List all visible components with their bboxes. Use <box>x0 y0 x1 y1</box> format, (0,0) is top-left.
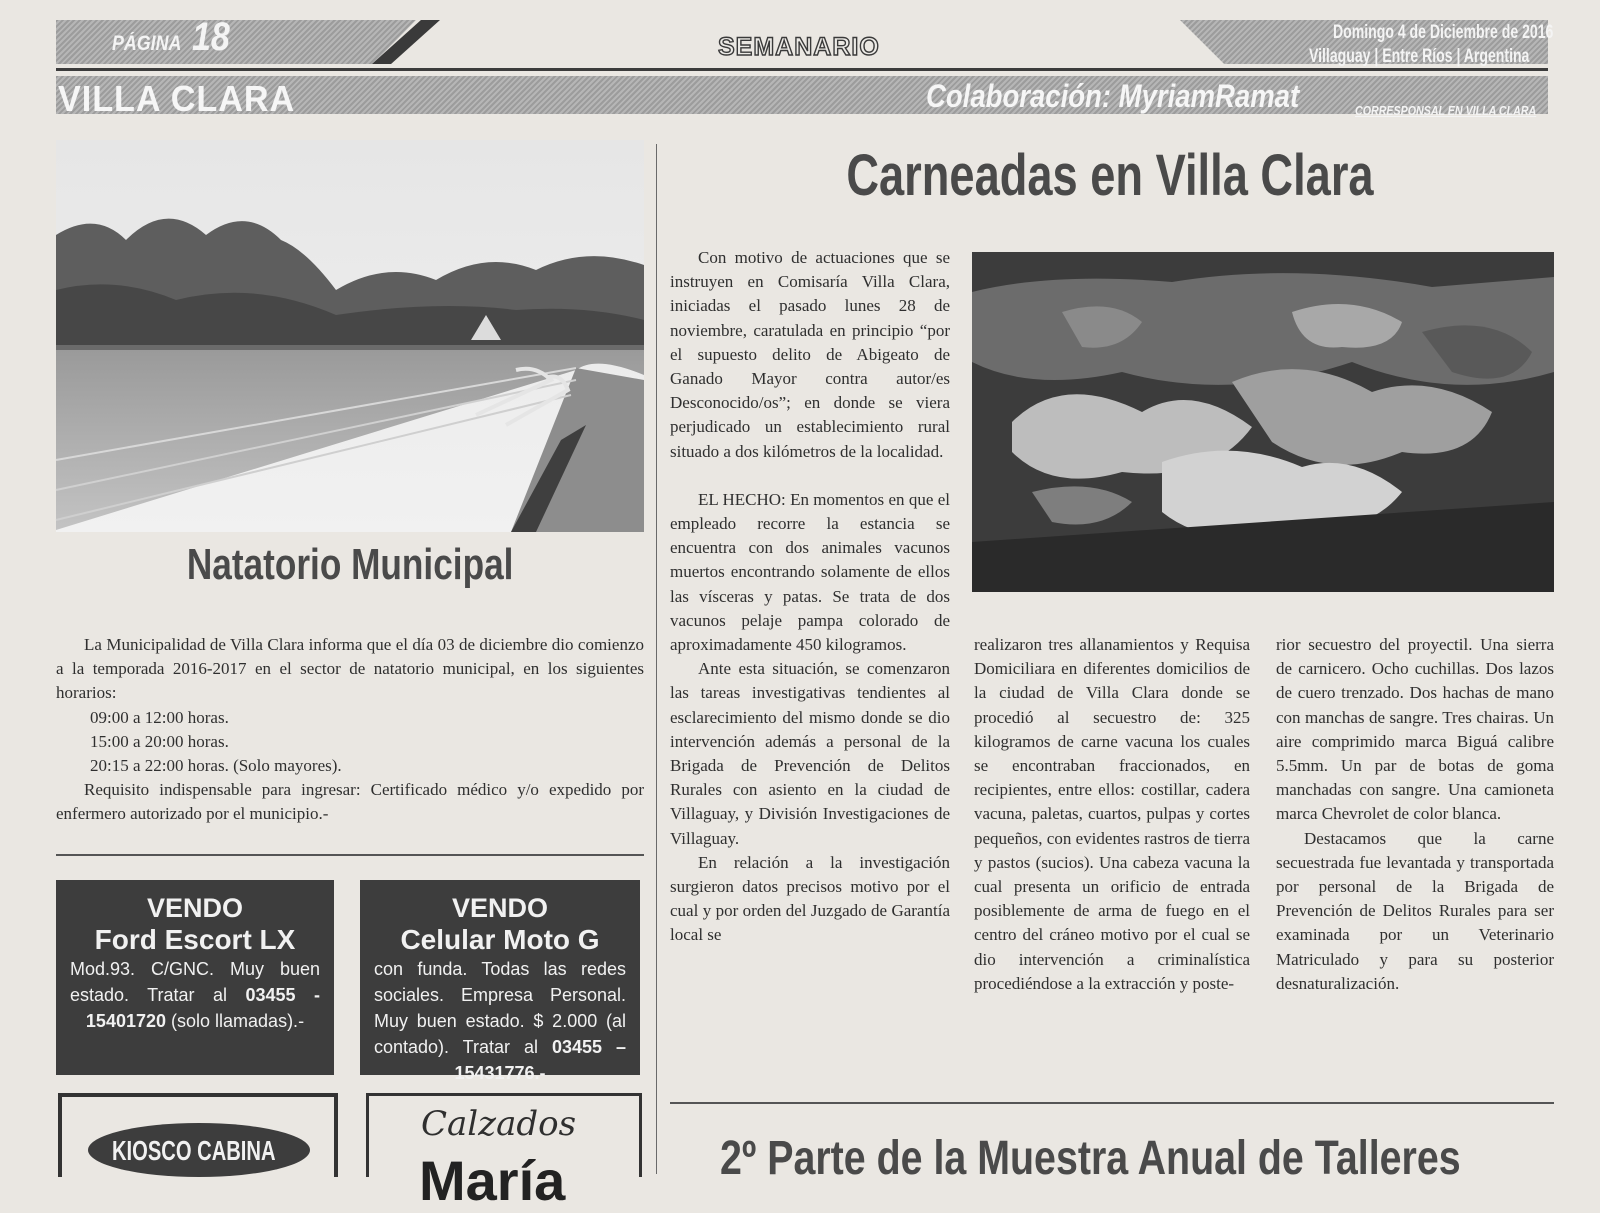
natatorio-title: Natatorio Municipal <box>186 540 514 589</box>
col1-intro: Con motivo de actuaciones que se instruyen en Comisaría Villa Clara, iniciadas el pasado lunes 28 de noviembre, caratulada en principio “por el supuesto delito de Abigeato de Ganado Mayor contra autor/es Desconocido/os”; en donde se viera perjudicado un establecimiento rural situado a dos kilómetros de la localidad. <box>670 248 950 461</box>
calzados-script: Calzados <box>421 1104 577 1144</box>
page-number: 18 <box>192 15 230 59</box>
col1-hecho: EL HECHO: En momentos en que el empleado recorre la estancia se encuentra con dos animales vacunos muertos encontrando solamente de ellos las vísceras y patas. Se trata de dos vacunos pelaje pampa colorado de aproximadamente 450 kilogramos. <box>670 489 950 655</box>
col3-seized: rior secuestro del proyectil. Una sierra de carnicero. Ocho cuchillas. Dos lazos de cuero trenzado. Dos hachas de mano con manchas de sangre. Tres chairas. Un aire comprimido marca Biguá calibre 5.5mm. Un par de botas de goma manchadas con sangre. Una camioneta marca Chevrolet de color blanca. <box>1276 635 1554 824</box>
kiosco-label: KIOSCO CABINA <box>112 1135 276 1166</box>
ad-moto-vendo: VENDO <box>451 893 549 923</box>
natatorio-paragraph: La Municipalidad de Villa Clara informa que el día 03 de diciembre dio comienzo a la temporada 2016-2017 en el sector de natatorio municipal, en los siguientes horarios: <box>56 635 644 703</box>
ad-ford-vendo: VENDO <box>146 893 244 923</box>
ad-moto-body: con funda. Todas las redes sociales. Empresa Personal. Muy buen estado. $ 2.000 (al contado). Tratar al 03455 – 15431776.- <box>374 959 626 1083</box>
ad-calzados <box>366 1093 642 1212</box>
carneadas-col2 <box>974 633 1250 996</box>
ad-ford-title: Ford Escort LX <box>94 924 296 955</box>
section-title: VILLA CLARA <box>58 78 296 119</box>
carneadas-col3 <box>1276 633 1554 996</box>
correspondent-credit: CORRESPONSAL EN VILLA CLARA <box>1355 103 1537 118</box>
page-label: PÁGINA <box>112 32 182 55</box>
bottom-headline: 2º Parte de la Muestra Anual de Talleres <box>720 1132 1461 1185</box>
ad-moto-g <box>360 880 640 1083</box>
col2-text: realizaron tres allanamientos y Requisa Domiciliara en diferentes domicilios de la ciudad de Villa Clara donde se procedió al secuestro de: 325 kilogramos de carne vacuna los cuales se encontraban fraccionados, en recipientes, entre ellos: costillar, cadera vacuna, paletas, cuartos, pulpas y cortes pequeños, con evidentes rastros de tierra y pastos (sucios). Una cabeza vacuna la cual presenta un orificio de entrada posiblemente de arma de fuego en el centro del cráneo motivo por el cual se dio intervención a criminalística procediéndose a la extracción y poste- <box>974 635 1250 993</box>
col3-closing: Destacamos que la carne secuestrada fue levantada y transportada por personal de la Brigada de Prevención de Delitos Rurales para ser examinada por un Veterinario Matriculado y para su posterior desnaturalización. <box>1276 828 1554 993</box>
ad-ford-body: Mod.93. C/GNC. Muy buen estado. Tratar al 03455 - 15401720 (solo llamadas).- <box>70 959 320 1031</box>
ad-moto-phone: 03455 – 15431776.- <box>454 1037 626 1083</box>
column-divider <box>656 144 657 1174</box>
natatorio-body <box>56 633 644 827</box>
meat-photo <box>972 252 1554 592</box>
collab-credit: Colaboración: MyriamRamat <box>926 78 1300 114</box>
header-left-band <box>56 20 416 64</box>
hecho-label: EL HECHO: <box>698 489 786 509</box>
col1-investigation: Ante esta situación, se comenzaron las tareas investigativas tendientes al esclarecimiento del mismo donde se dio intervención además a personal de la Brigada de Prevención de Delitos Rurales con asiento en la ciudad de Villaguay, y División Investigaciones de Villaguay. <box>670 659 950 848</box>
carneadas-col1 <box>670 246 950 948</box>
pool-photo <box>56 140 644 532</box>
ad-ford-escort <box>56 880 334 1075</box>
carneadas-title: Carneadas en Villa Clara <box>846 143 1374 208</box>
calzados-name: María <box>419 1149 566 1212</box>
bottom-divider <box>670 1102 1554 1104</box>
header-location: Villaguay | Entre Ríos | Argentina <box>1309 46 1530 67</box>
header-rule <box>56 68 1548 71</box>
col1-relation: En relación a la investigación surgieron datos precisos motivo por el cual y por orden del Juzgado de Garantía local se <box>670 852 950 945</box>
left-divider <box>56 854 644 856</box>
schedule-1: 09:00 a 12:00 horas. <box>90 707 229 727</box>
schedule-2: 15:00 a 20:00 horas. <box>90 731 229 751</box>
header-date: Domingo 4 de Diciembre de 2016 <box>1333 22 1554 43</box>
masthead: SEMANARIO <box>718 33 880 61</box>
ad-ford-phone: 03455 - 15401720 <box>85 985 320 1031</box>
natatorio-requirement: Requisito indispensable para ingresar: Certificado médico y/o expedido por enfermero autorizado por el municipio.- <box>56 780 644 824</box>
ad-kiosco-cabina <box>58 1093 338 1177</box>
ad-moto-title: Celular Moto G <box>400 924 600 955</box>
schedule-3: 20:15 a 22:00 horas. (Solo mayores). <box>90 756 342 776</box>
